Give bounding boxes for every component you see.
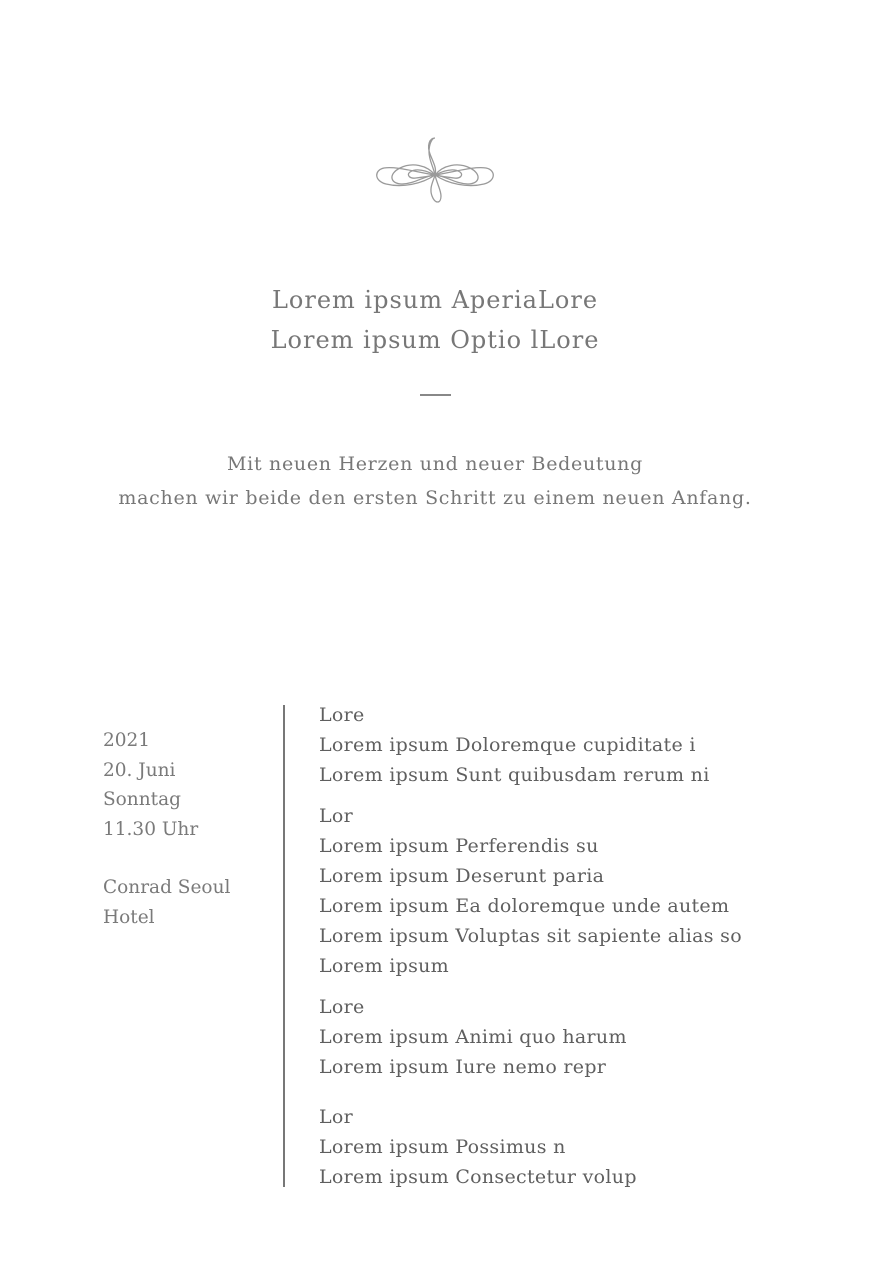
quote-line-2: machen wir beide den ersten Schritt zu einem neuen Anfang.	[118, 487, 752, 509]
program-line: Lorem ipsum	[319, 955, 449, 977]
program-line: Lorem ipsum Animi quo harum	[319, 1026, 627, 1048]
program-line: Lorem ipsum Deserunt paria	[319, 865, 605, 887]
venue-line-1: Conrad Seoul	[103, 877, 231, 898]
program-list	[319, 700, 742, 1203]
program-section	[319, 1102, 742, 1192]
program-section	[319, 801, 742, 981]
event-time: 11.30 Uhr	[103, 818, 199, 840]
venue-line-2: Hotel	[103, 906, 155, 928]
quote-line-1: Mit neuen Herzen und neuer Bedeutung	[227, 453, 643, 475]
program-heading: Lore	[319, 996, 365, 1018]
program-section	[319, 992, 742, 1082]
program-line: Lorem ipsum Voluptas sit sapiente alias so	[319, 925, 742, 947]
program-line: Lorem ipsum Possimus n	[319, 1136, 566, 1158]
program-line: Lorem ipsum Consectetur volup	[319, 1166, 637, 1188]
event-year: 2021	[103, 730, 151, 751]
event-info	[103, 726, 230, 932]
program-line: Lorem ipsum Doloremque cupiditate i	[319, 734, 696, 756]
program-heading: Lor	[319, 805, 354, 827]
program-heading: Lor	[319, 1106, 354, 1128]
event-date: 20. Juni	[103, 759, 176, 781]
program-line: Lorem ipsum Ea doloremque unde autem	[319, 895, 730, 917]
program-heading: Lore	[319, 704, 365, 726]
program-line: Lorem ipsum Iure nemo repr	[319, 1056, 607, 1078]
title-line-1: Lorem ipsum AperiaLore	[271, 286, 599, 314]
event-weekday: Sonntag	[103, 789, 181, 810]
program-line: Lorem ipsum Sunt quibusdam rerum ni	[319, 764, 710, 786]
vertical-divider	[283, 705, 285, 1187]
title-divider	[420, 394, 451, 396]
program-section	[319, 700, 742, 790]
program-line: Lorem ipsum Perferendis su	[319, 835, 599, 857]
title-line-2: Lorem ipsum Optio lLore	[270, 326, 600, 354]
flourish-ornament-icon	[372, 132, 498, 218]
